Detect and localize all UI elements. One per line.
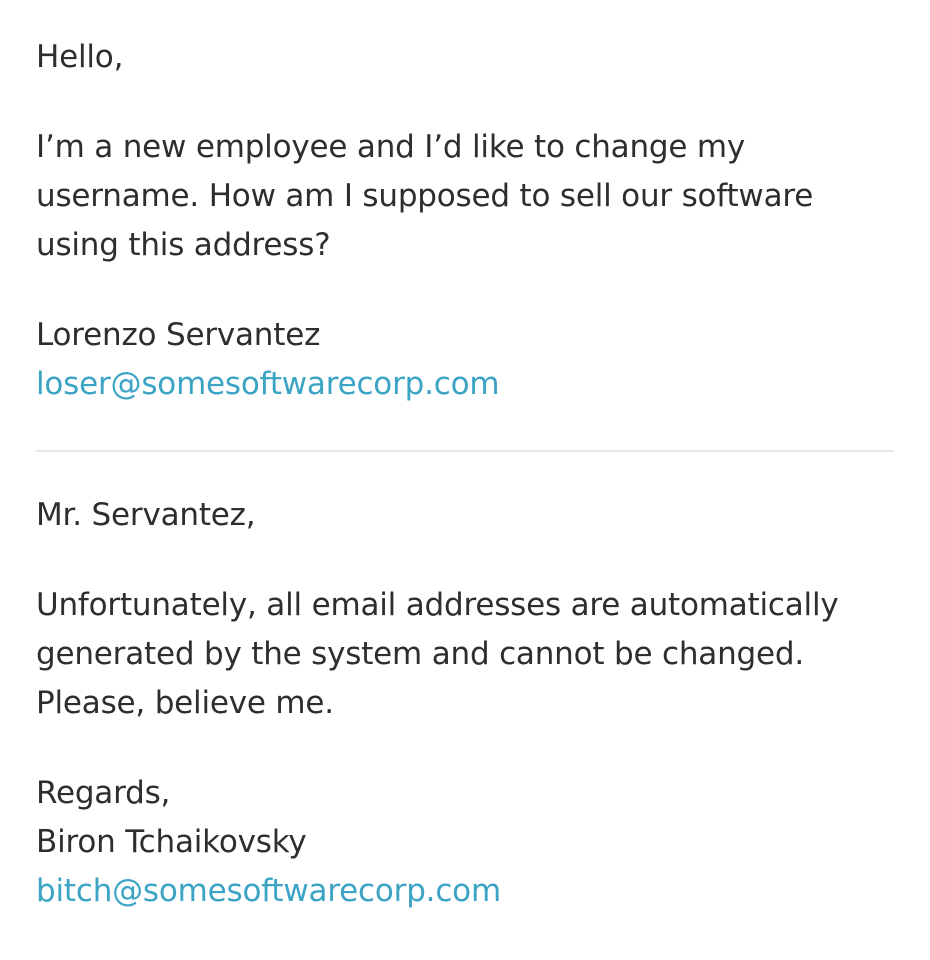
paragraph-gap xyxy=(36,540,896,581)
paragraph-gap xyxy=(36,82,896,123)
message-reply xyxy=(36,491,896,916)
message-body-line: Please, believe me. xyxy=(36,685,334,721)
sender-name: Lorenzo Servantez xyxy=(36,317,321,353)
sender-email-link[interactable]: loser@somesoftwarecorp.com xyxy=(36,366,500,402)
message-signoff: Regards, xyxy=(36,775,171,811)
paragraph-gap xyxy=(36,270,896,311)
message-greeting: Mr. Servantez, xyxy=(36,497,256,533)
message-body-line: Unfortunately, all email addresses are automatically xyxy=(36,587,839,623)
message-divider xyxy=(36,450,894,452)
message-body-line: generated by the system and cannot be changed. xyxy=(36,636,805,672)
sender-email-link[interactable]: bitch@somesoftwarecorp.com xyxy=(36,873,501,909)
paragraph-gap xyxy=(36,728,896,769)
message-body-line: username. How am I supposed to sell our software xyxy=(36,178,814,214)
message-body-line: I’m a new employee and I’d like to change my xyxy=(36,129,746,165)
message-greeting: Hello, xyxy=(36,39,124,75)
message-original xyxy=(36,33,896,409)
message-body-line: using this address? xyxy=(36,227,331,263)
sender-name: Biron Tchaikovsky xyxy=(36,824,307,860)
